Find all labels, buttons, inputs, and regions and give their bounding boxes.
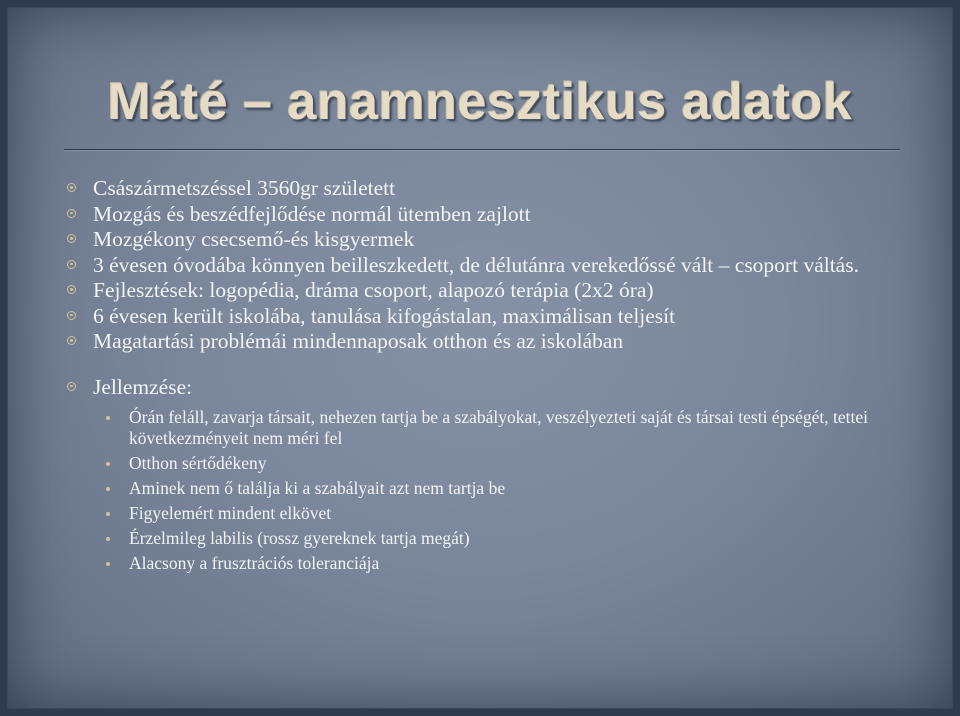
bullet-text: Mozgékony csecsemő-és kisgyermek (93, 227, 415, 251)
bullet-item (64, 304, 894, 330)
sub-bullet-text: Otthon sértődékeny (129, 453, 267, 473)
sub-bullet-item (102, 503, 894, 524)
circle-bullet-icon (67, 234, 76, 243)
dot-bullet-icon (106, 416, 110, 420)
bullet-item (64, 202, 894, 228)
sub-bullet-text: Alacsony a frusztrációs toleranciája (129, 553, 380, 573)
dot-bullet-icon (106, 537, 110, 541)
bullet-text: Magatartási problémái mindennaposak otthon és az iskolában (93, 329, 624, 353)
bullet-text: 6 évesen került iskolába, tanulása kifogástalan, maximálisan teljesít (93, 303, 676, 328)
sub-bullet-text: Aminek nem ő találja ki a szabályait azt nem tartja be (129, 478, 506, 498)
slide-content (64, 176, 894, 578)
bullet-item (64, 329, 894, 355)
dot-bullet-icon (106, 487, 110, 491)
circle-bullet-icon (67, 285, 76, 294)
bullet-item-jellemzes (64, 375, 894, 401)
sub-bullet-item (102, 478, 894, 499)
sub-bullet-text: Figyelemért mindent elkövet (129, 503, 332, 523)
circle-bullet-icon (67, 311, 76, 320)
bullet-item (64, 278, 894, 304)
sub-bullet-item (102, 553, 894, 574)
dot-bullet-icon (106, 562, 110, 566)
bullet-text: Jellemzése: (93, 374, 193, 399)
sub-bullet-item (102, 528, 894, 549)
sub-list (64, 407, 894, 574)
circle-bullet-icon (67, 336, 76, 345)
bullet-text: Fejlesztések: logopédia, dráma csoport, alapozó terápia (2x2 óra) (93, 278, 654, 302)
spacer (64, 355, 894, 375)
sub-bullet-item (102, 407, 894, 449)
slide-title: Máté – anamnesztikus adatok (107, 73, 853, 131)
bullet-item (64, 176, 894, 202)
circle-bullet-icon (67, 382, 76, 391)
circle-bullet-icon (67, 183, 76, 192)
dot-bullet-icon (106, 462, 110, 466)
dot-bullet-icon (106, 512, 110, 516)
circle-bullet-icon (67, 209, 76, 218)
title-divider (64, 149, 900, 150)
bullet-text: Mozgás és beszédfejlődése normál ütemben zajlott (93, 201, 531, 226)
bullet-text: Császármetszéssel 3560gr született (93, 176, 396, 200)
circle-bullet-icon (67, 260, 76, 269)
sub-bullet-text: Érzelmileg labilis (rossz gyereknek tartja megát) (129, 528, 470, 548)
bullet-item (64, 227, 894, 253)
bullet-text: 3 évesen óvodába könnyen beilleszkedett, de délutánra verekedőssé vált – csoport váltás. (93, 252, 859, 277)
sub-bullet-item (102, 453, 894, 474)
bullet-item (64, 253, 894, 279)
sub-bullet-text: Órán feláll, zavarja társait, nehezen tartja be a szabályokat, veszélyezteti saját és társai testi épségét, tettei következményeit nem méri fel (129, 407, 869, 448)
